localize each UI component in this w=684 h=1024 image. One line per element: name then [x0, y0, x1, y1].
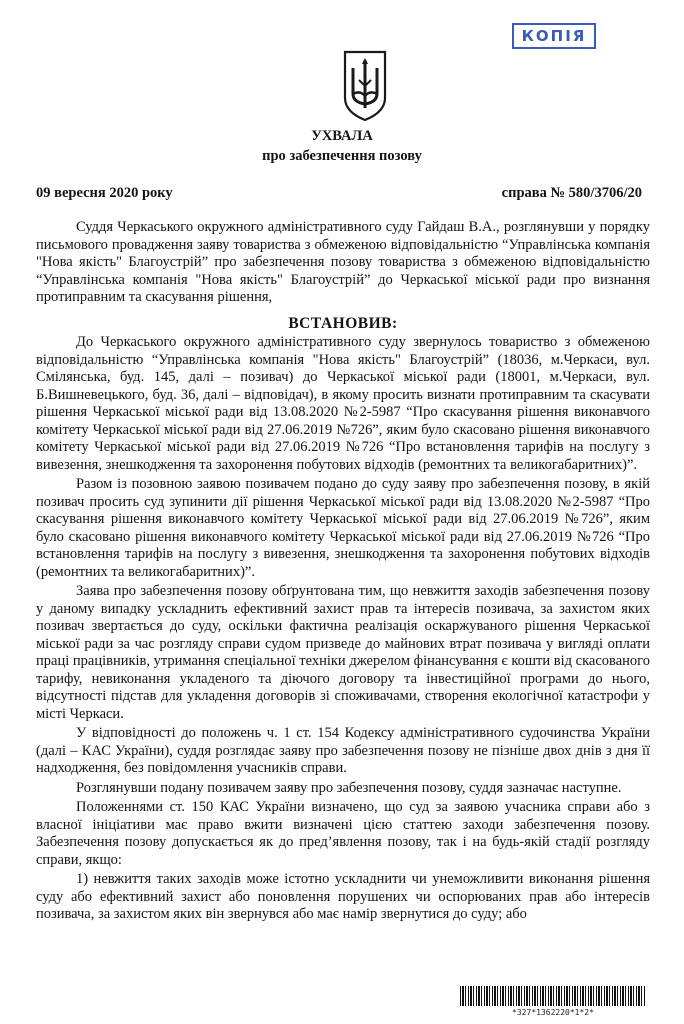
- body-paragraph: У відповідності до положень ч. 1 ст. 154 Кодексу адміністративного судочинства України (далі – КАС України), суддя розглядає заяву про забезпечення позову не пізніше двох днів з дня її надходження, без повідомлення учасників справи.: [36, 725, 650, 776]
- body-paragraph: 1) невжиття таких заходів може істотно ускладнити чи унеможливити виконання рішення суду або ефективний захист або поновлення порушених чи оспорюваних прав або інтересів позивача, за захистом яких він звернувся або має намір звернутися до суду; або: [36, 871, 650, 922]
- body-paragraph: Розглянувши подану позивачем заяву про забезпечення позову, суддя зазначає наступне.: [76, 779, 622, 796]
- case-number: справа № 580/3706/20: [501, 185, 642, 201]
- body-paragraph: Разом із позовною заявою позивачем подано до суду заяву про забезпечення позову, в якій позивач просить суд зупинити дії рішення Черкаської міської ради від 13.08.2020 №2-5987 “Про скасування рішення виконавчого комітету Черкаської міської ради від 27.06.2019 №726”, яким було скасовано рішення виконавчого комітету Черкаської міської ради від 27.06.2019 №726 “Про встановлення тарифів на послугу з вивезення, знешкодження та захоронення побутових відходів (ремонтних та великогабаритних)”.: [36, 476, 650, 580]
- document-title: УХВАЛА: [311, 128, 373, 144]
- document-barcode: [460, 986, 646, 1006]
- intro-paragraph: Суддя Черкаського окружного адміністративного суду Гайдаш В.А., розглянувши у порядку письмового провадження заяву товариства з обмеженою відповідальністю “Управлінська компанія "Нова якість" Благоустрій” про забезпечення позову товариства з обмеженою відповідальністю “Управлінська компанія "Нова якість" Благоустрій” до Черкаської міської ради про визнання протиправним та скасування рішення,: [36, 219, 650, 305]
- document-subtitle: про забезпечення позову: [262, 148, 422, 164]
- section-heading: ВСТАНОВИВ:: [288, 314, 398, 332]
- body-paragraph: До Черкаського окружного адміністративного суду звернулось товариство з обмеженою відповідальністю “Управлінська компанія "Нова якість" Благоустрій” (18036, м.Черкаси, вул. Смілянська, буд. 145, далі – позивач) до Черкаської міської ради (18001, м.Черкаси, вул. Б.Вишневецького, буд. 36, далі – відповідач), в якому просить визнати протиправним та скасувати рішення Черкаської міської ради від 13.08.2020 №2-5987 “Про скасування рішення виконавчого комітету Черкаської міської ради від 27.06.2019 №726”, яким було скасовано рішення виконавчого комітету Черкаської міської ради від 27.06.2019 №726 “Про встановлення тарифів на послугу з вивезення, знешкодження та захоронення побутових відходів (ремонтних та великогабаритних)”.: [36, 334, 650, 473]
- copy-stamp: КОПІЯ: [512, 23, 596, 49]
- ruling-body: [36, 219, 650, 924]
- barcode-number: *327*1362220*1*2*: [512, 1008, 594, 1017]
- trident-emblem-icon: [342, 50, 388, 122]
- ruling-date: 09 вересня 2020 року: [36, 185, 173, 201]
- body-paragraph: Положеннями ст. 150 КАС України визначено, що суд за заявою учасника справи або з власної ініціативи має право вжити визначені цією статтею заходи забезпечення позову. Забезпечення позову допускається як до пред’явлення позову, так і на будь-якій стадії розгляду справи, якщо:: [36, 799, 650, 868]
- body-paragraph: Заява про забезпечення позову обґрунтована тим, що невжиття заходів забезпечення позову у даному випадку ускладнить ефективний захист прав та інтересів позивача, за захистом яких позивач звертається до суду, оскільки фактична реалізація оскаржуваного рішення Черкаської міської ради за час розгляду справи судом призведе до майнових втрат позивача у вигляді оплати праці працівників, утримання спеціальної техніки джерелом фінансування є кошти від скасованого тарифу, невиконання укладеного та діючого договору та інвестиційної програми до нього, відсутності підстав для укладення договорів зі споживачами, створення екологічної катастрофи у місті Черкаси.: [36, 583, 650, 722]
